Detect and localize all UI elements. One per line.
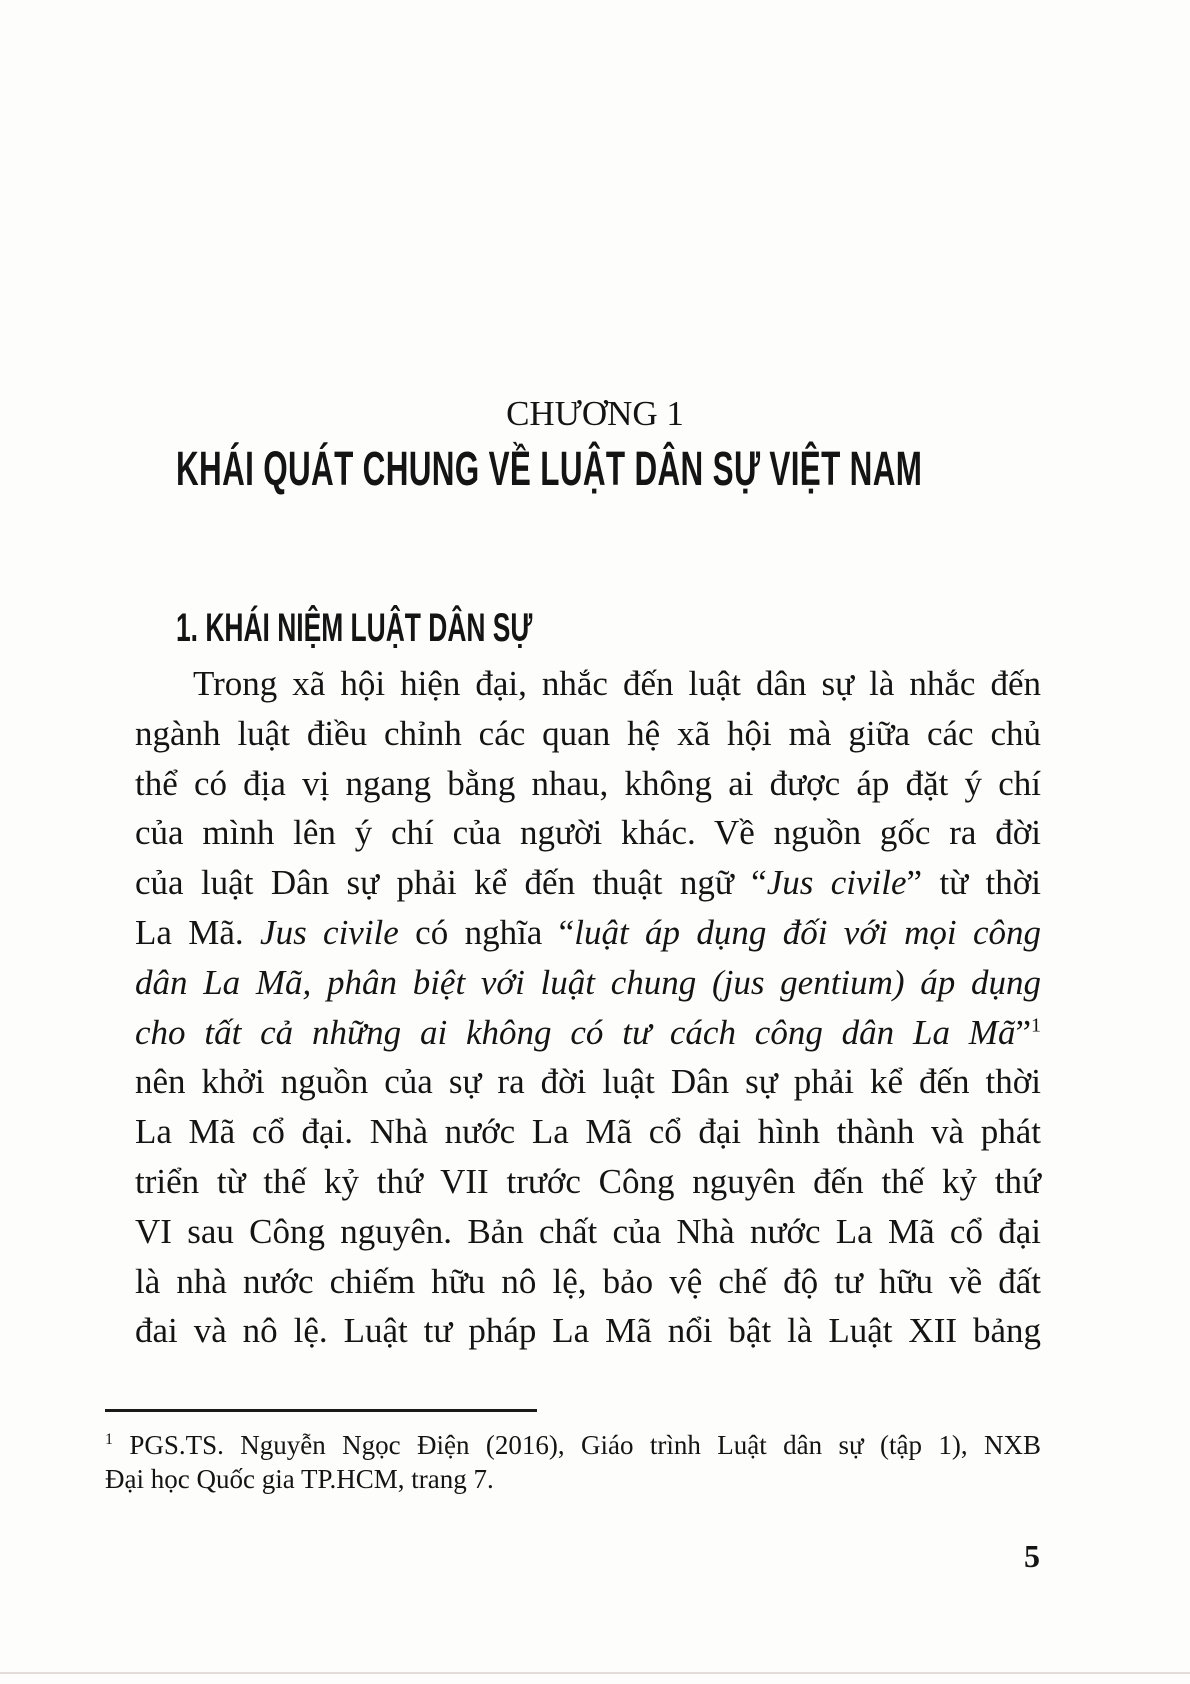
text-run: La Mã cổ đại. Nhà nước La Mã cổ đại hình thành và phát: [135, 1112, 1041, 1152]
body-line: [135, 1008, 1041, 1058]
text-run: VI sau Công nguyên. Bản chất của Nhà nước La Mã cổ đại: [135, 1211, 1041, 1251]
footnote-reference[interactable]: 1: [1031, 1013, 1041, 1036]
text-run: đai và nô lệ. Luật tư pháp La Mã nổi bật là Luật XII bảng: [135, 1311, 1041, 1351]
text-run: nên khởi nguồn của sự ra đời luật Dân sự phải kể đến thời: [135, 1062, 1041, 1102]
footnote-line: [105, 1462, 1041, 1496]
chapter-title: KHÁI QUÁT CHUNG VỀ LUẬT DÂN SỰ VIỆT NAM: [176, 443, 923, 496]
text-run: triển từ thế kỷ thứ VII trước Công nguyên đến thế kỷ thứ: [135, 1161, 1041, 1201]
footnote-text: Đại học Quốc gia TP.HCM, trang 7.: [105, 1464, 494, 1494]
body-line: [135, 1057, 1041, 1107]
italic-text: cho tất cả những ai không có tư cách công dân La Mã: [135, 1012, 1016, 1052]
page-edge: [0, 1672, 1190, 1674]
body-paragraph: [135, 659, 1041, 1356]
footnote-text: PGS.TS. Nguyễn Ngọc Điện (2016), Giáo trình Luật dân sự (tập 1), NXB: [113, 1430, 1041, 1460]
text-run: là nhà nước chiếm hữu nô lệ, bảo vệ chế độ tư hữu về đất: [135, 1261, 1041, 1301]
page-number: 5: [1024, 1538, 1040, 1574]
text-run: La Mã.: [135, 912, 261, 952]
italic-text: luật áp dụng đối với mọi công: [574, 912, 1041, 952]
footnote-line: [105, 1428, 1041, 1462]
text-run: ngành luật điều chỉnh các quan hệ xã hội mà giữa các chủ: [135, 713, 1041, 753]
text-run: Trong xã hội hiện đại, nhắc đến luật dân sự là nhắc đến: [193, 664, 1041, 703]
body-line: [135, 1157, 1041, 1207]
text-run: của mình lên ý chí của người khác. Về nguồn gốc ra đời: [135, 813, 1041, 853]
chapter-label: CHƯƠNG 1: [506, 394, 684, 433]
body-line: [135, 1107, 1041, 1157]
footnote-divider: [105, 1409, 537, 1412]
italic-text: dân La Mã, phân biệt với luật chung (jus gentium) áp dụng: [135, 962, 1041, 1002]
body-line: [135, 1257, 1041, 1307]
body-line: [135, 858, 1041, 908]
body-line: [135, 808, 1041, 858]
body-line: [135, 958, 1041, 1008]
text-run: ”: [1015, 1012, 1031, 1052]
section-heading: 1. KHÁI NIỆM LUẬT DÂN SỰ: [176, 606, 533, 650]
body-line: [135, 1207, 1041, 1257]
italic-text: Jus civile: [766, 863, 907, 903]
body-line: [135, 709, 1041, 759]
text-run: thể có địa vị ngang bằng nhau, không ai được áp đặt ý chí: [135, 763, 1041, 803]
text-run: của luật Dân sự phải kể đến thuật ngữ “: [135, 863, 767, 903]
text-run: ” từ thời: [906, 863, 1041, 903]
body-line: [135, 759, 1041, 809]
footnote: [105, 1428, 1041, 1496]
footnote-marker: 1: [105, 1431, 113, 1448]
body-line: [135, 908, 1041, 958]
body-line: [135, 1306, 1041, 1356]
text-run: có nghĩa “: [398, 912, 575, 952]
italic-text: Jus civile: [260, 912, 399, 952]
body-line: [135, 659, 1041, 709]
